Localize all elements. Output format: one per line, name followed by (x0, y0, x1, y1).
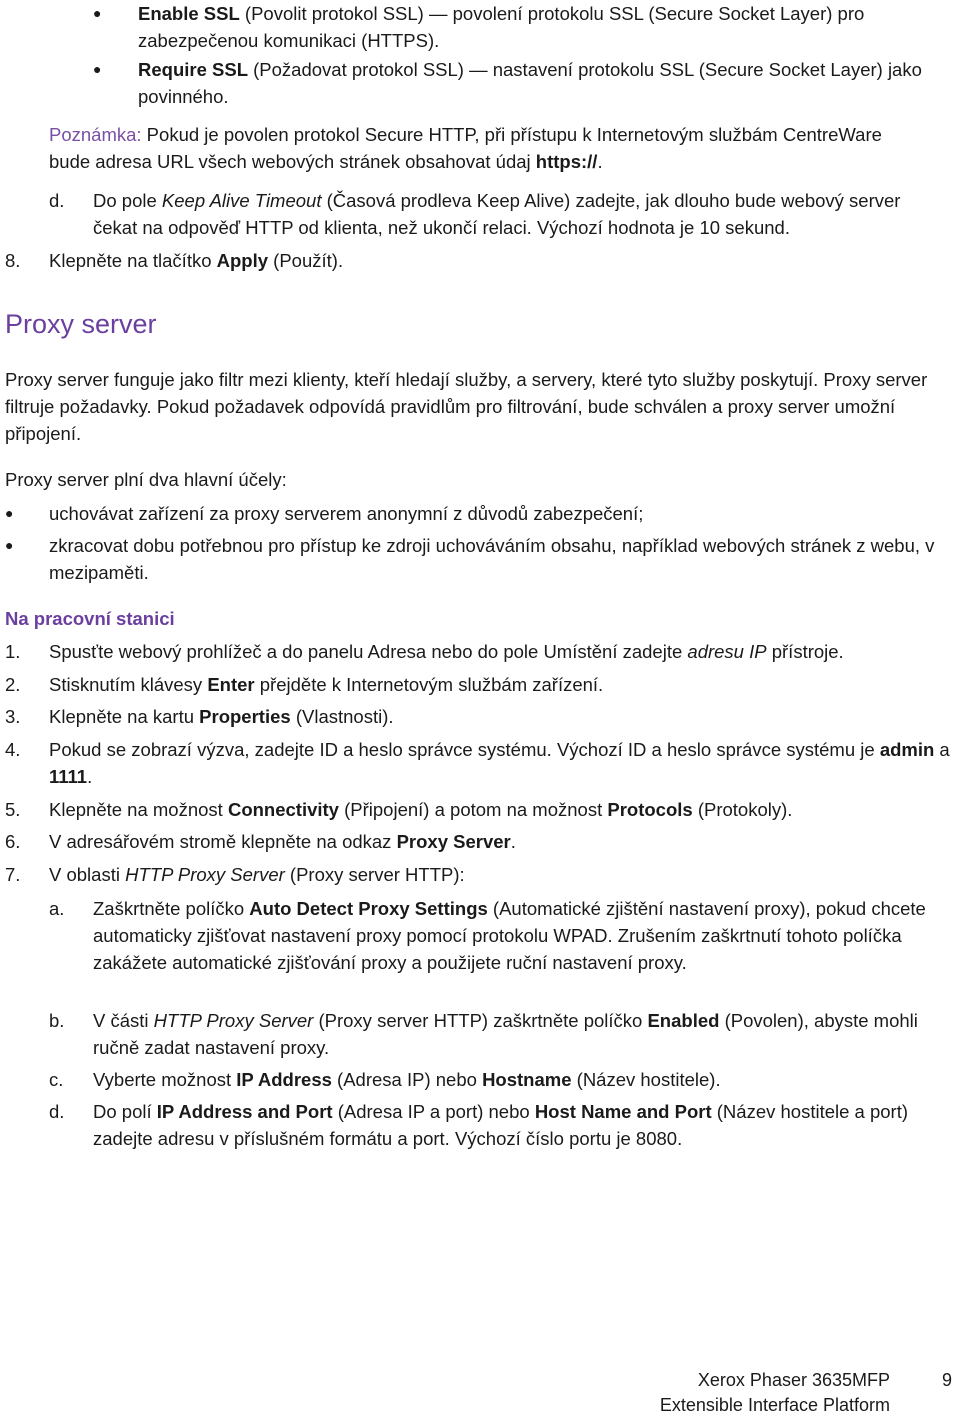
ip-address-port-label: IP Address and Port (156, 1101, 333, 1122)
bullet-icon: ● (5, 537, 14, 553)
enter-key-label: Enter (207, 674, 255, 695)
require-ssl-text: (Požadovat protokol SSL) — nastavení protokolu SSL (Secure Socket Layer) jako povinného. (138, 59, 922, 107)
step-4-mid: a (934, 739, 950, 760)
step-d-field: Keep Alive Timeout (161, 190, 322, 211)
step-3-end: (Vlastnosti). (290, 706, 394, 727)
footer-product: Xerox Phaser 3635MFP (697, 1370, 890, 1390)
require-ssl-label: Require SSL (138, 59, 248, 80)
step-2 (5, 671, 960, 698)
substep-d-end: (Název hostitele a port) zadejte adresu v příslušném formátu a port. Výchozí číslo portu je 8080. (93, 1101, 909, 1149)
substep-d-mid: (Adresa IP a port) nebo (332, 1101, 535, 1122)
bullet-icon: ● (93, 61, 102, 77)
step-5-end: (Protokoly). (692, 799, 793, 820)
step-d-pre: Do pole (93, 190, 162, 211)
hostname-label: Hostname (482, 1069, 572, 1090)
step-d-post: (Časová prodleva Keep Alive) zadejte, jak dlouho bude webový server čekat na odpověď HTTP od klienta, než ukončí relaci. Výchozí hodnota je 10 sekund. (93, 190, 901, 238)
host-name-port-label: Host Name and Port (534, 1101, 712, 1122)
footer-platform: Extensible Interface Platform (659, 1395, 890, 1415)
purpose-bullet-1 (5, 500, 960, 527)
substep-b-end: (Povolen), abyste mohli ručně zadat nastavení proxy. (93, 1010, 918, 1058)
enable-ssl-label: Enable SSL (138, 3, 240, 24)
step-8-post: (Použít). (268, 250, 344, 271)
step-2-text: Stisknutím klávesy (49, 674, 208, 695)
step-number: 2. (5, 674, 21, 695)
enabled-label: Enabled (647, 1010, 720, 1031)
step-4 (5, 736, 960, 790)
substep-a (49, 895, 954, 976)
page-number: 9 (941, 1370, 952, 1390)
substep-d-text: Do polí (93, 1101, 157, 1122)
step-number: 1. (5, 641, 21, 662)
step-7-italic: HTTP Proxy Server (125, 864, 285, 885)
step-1 (5, 638, 960, 665)
proxy-server-link-label: Proxy Server (396, 831, 511, 852)
step-6 (5, 828, 960, 855)
note-text: Pokud je povolen protokol Secure HTTP, při přístupu k Internetovým službám CentreWare bude adresa URL všech webových stránek obsahovat údaj (49, 124, 882, 172)
apply-label: Apply (216, 250, 269, 271)
subheading-workstation: Na pracovní stanici (5, 608, 175, 629)
note-https: https:// (535, 151, 598, 172)
substep-c-end: (Název hostitele). (571, 1069, 721, 1090)
step-number: d. (49, 190, 65, 211)
step-5-text: Klepněte na možnost (49, 799, 228, 820)
substep-b-text: V části (93, 1010, 154, 1031)
substep-b-mid: (Proxy server HTTP) zaškrtněte políčko (313, 1010, 648, 1031)
bullet-icon: ● (93, 5, 102, 21)
footer (660, 1368, 890, 1418)
step-number: 5. (5, 799, 21, 820)
step-7-text: V oblasti (49, 864, 126, 885)
substep-a-end: (Automatické zjištění nastavení proxy), pokud chcete automaticky zjišťovat nastavení proxy pomocí protokolu WPAD. Zrušením zaškrtnutí tohoto políčka zakážete automatické zjišťování proxy a použijete ruční nastavení proxy. (93, 898, 926, 973)
note-label: Poznámka: (49, 124, 142, 145)
purpose-text-2: zkracovat dobu potřebnou pro přístup ke zdroji uchováváním obsahu, například webových stránek z webu, v mezipaměti. (49, 535, 935, 583)
substep-d (49, 1098, 954, 1152)
purpose-bullet-2 (5, 532, 960, 586)
step-8 (5, 247, 905, 274)
step-5 (5, 796, 960, 823)
step-7 (5, 861, 960, 888)
step-d-keepalive (49, 187, 949, 241)
section-title: Proxy server (5, 309, 157, 339)
step-4-end: . (87, 766, 93, 787)
substep-a-text: Zaškrtněte políčko (93, 898, 250, 919)
ip-address-label: IP Address (236, 1069, 332, 1090)
paragraph-intro: Proxy server funguje jako filtr mezi klienty, kteří hledají služby, a servery, které tyto služby poskytují. Proxy server filtruje požadavky. Pokud požadavek odpovídá pravidlům pro filtrování, bude schválen a proxy server umožní připojení. (5, 369, 928, 444)
bullet-require-ssl (93, 56, 943, 110)
step-number: 3. (5, 706, 21, 727)
substep-c-text: Vyberte možnost (93, 1069, 237, 1090)
admin-id: admin (879, 739, 935, 760)
protocols-label: Protocols (607, 799, 693, 820)
step-4-text: Pokud se zobrazí výzva, zadejte ID a heslo správce systému. Výchozí ID a heslo správce systému je (49, 739, 880, 760)
step-number: 4. (5, 739, 21, 760)
step-number: 6. (5, 831, 21, 852)
step-number: 8. (5, 250, 21, 271)
note-end: . (597, 151, 603, 172)
substep-c-mid: (Adresa IP) nebo (331, 1069, 483, 1090)
properties-label: Properties (199, 706, 291, 727)
enable-ssl-text: (Povolit protokol SSL) — povolení protokolu SSL (Secure Socket Layer) pro zabezpečenou komunikaci (HTTPS). (138, 3, 865, 51)
step-1-italic: adresu IP (687, 641, 767, 662)
step-6-text: V adresářovém stromě klepněte na odkaz (49, 831, 397, 852)
purpose-text-1: uchovávat zařízení za proxy serverem anonymní z důvodů zabezpečení; (49, 503, 644, 524)
step-number: c. (49, 1069, 64, 1090)
step-number: d. (49, 1101, 65, 1122)
step-5-mid: (Připojení) a potom na možnost (338, 799, 608, 820)
auto-detect-label: Auto Detect Proxy Settings (249, 898, 488, 919)
step-6-end: . (510, 831, 516, 852)
step-3-text: Klepněte na kartu (49, 706, 200, 727)
note (49, 121, 899, 175)
step-8-pre: Klepněte na tlačítko (49, 250, 217, 271)
bullet-enable-ssl (93, 0, 943, 54)
bullet-icon: ● (5, 505, 14, 521)
admin-password: 1111 (49, 766, 88, 787)
step-3 (5, 703, 960, 730)
step-number: a. (49, 898, 65, 919)
substep-b-italic: HTTP Proxy Server (153, 1010, 314, 1031)
substep-b (49, 1007, 954, 1061)
step-7-end: (Proxy server HTTP): (284, 864, 465, 885)
paragraph-purposes: Proxy server plní dva hlavní účely: (5, 469, 287, 490)
step-number: b. (49, 1010, 65, 1031)
substep-c (49, 1066, 954, 1093)
step-number: 7. (5, 864, 21, 885)
connectivity-label: Connectivity (227, 799, 339, 820)
step-1-end: přístroje. (766, 641, 844, 662)
step-2-end: přejděte k Internetovým službám zařízení. (254, 674, 604, 695)
step-1-text: Spusťte webový prohlížeč a do panelu Adresa nebo do pole Umístění zadejte (49, 641, 688, 662)
